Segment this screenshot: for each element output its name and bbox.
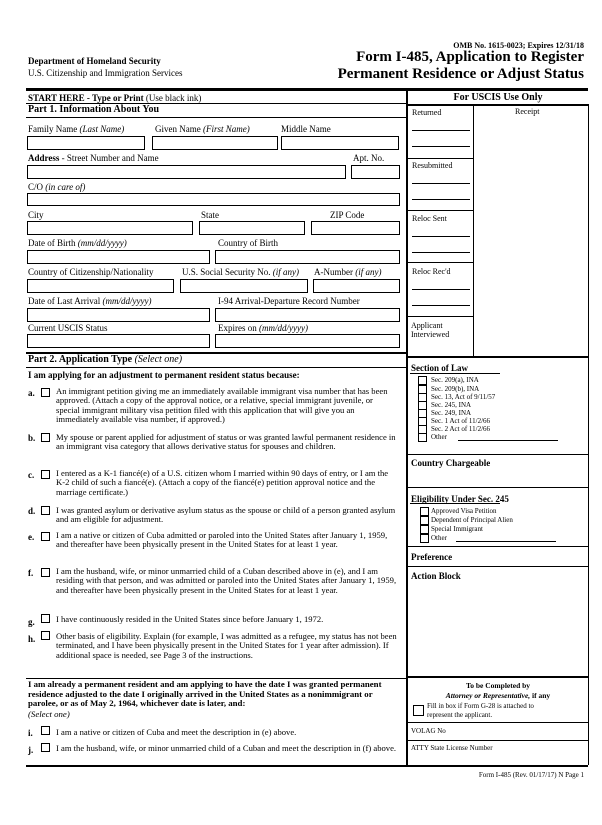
part2-heading-text: Part 2. Application Type	[28, 354, 133, 365]
law-item-label: Other	[431, 433, 447, 441]
agency-name: U.S. Citizenship and Immigration Services	[28, 68, 183, 78]
option-b-text: My spouse or parent applied for adjustment of status or was granted lawful permanent residence in an immigrant visa category that allows derivative status for spouses and children.	[56, 432, 396, 452]
zip-field[interactable]	[311, 221, 400, 235]
option-h-letter: h.	[28, 634, 36, 644]
g28-text-line2: represent the applicant.	[427, 711, 493, 719]
to-be-completed-line1: To be Completed by	[465, 681, 531, 690]
rule	[406, 104, 588, 106]
option-g-text: I have continuously resided in the United States since before January 1, 1972.	[56, 614, 324, 624]
option-j-text: I am the husband, wife, or minor unmarried child of a Cuban and meet the description in (f) above.	[56, 743, 397, 753]
form-footer-id: Form I-485 (Rev. 01/17/17) N Page 1	[478, 771, 584, 779]
header-rule	[26, 88, 588, 91]
eligibility-item-label: Other	[431, 534, 447, 542]
family-name-hint: (Last Name)	[79, 124, 125, 134]
option-g-letter: g.	[28, 617, 35, 627]
option-c-text: I entered as a K-1 fiancé(e) of a U.S. citizen whom I married within 90 days of entry, or I am the K-2 child of such a fiancé(e). (Attach a copy of the fiancé(e) petition approval notice and the marriage certificate.)	[56, 468, 389, 497]
rule	[412, 236, 470, 237]
law-item-label: Sec. 1 Act of 11/2/66	[431, 417, 491, 425]
reloc-sent-label: Reloc Sent	[412, 214, 447, 223]
rule	[412, 289, 470, 290]
form-title-line1: Form I-485, Application to Register	[356, 49, 584, 65]
apt-no-label: Apt. No.	[353, 153, 385, 163]
law-item-label: Sec. 249, INA	[431, 409, 472, 417]
given-name-hint: (First Name)	[202, 124, 250, 134]
country-birth-field[interactable]	[215, 250, 400, 264]
option-e-checkbox[interactable]	[41, 532, 50, 541]
expires-text: Expires on	[218, 323, 257, 333]
option-f-text: I am the husband, wife, or minor unmarried child of a Cuban described above in (e), and I am residing with that person, and was admitted or paroled into the United States after January 1, 1959, and thereafter have been physically present in the United States for at least 1 year.	[56, 566, 397, 595]
volag-label: VOLAG No	[411, 727, 446, 735]
rule	[26, 367, 406, 368]
right-border	[588, 104, 589, 765]
address-label	[28, 153, 159, 163]
part2-heading	[28, 355, 182, 365]
state-field[interactable]	[199, 221, 305, 235]
ssn-hint: (if any)	[272, 267, 299, 277]
rule	[406, 210, 473, 211]
rule	[406, 546, 588, 547]
eligibility-item-label: Dependent of Principal Alien	[431, 516, 513, 524]
already-resident-hint: (Select one)	[28, 709, 70, 719]
given-name-label	[155, 124, 250, 134]
rule	[406, 722, 588, 723]
section-of-law-heading: Section of Law	[411, 363, 468, 373]
option-b-checkbox[interactable]	[41, 433, 50, 442]
i94-label: I-94 Arrival-Departure Record Number	[218, 296, 360, 306]
option-c-letter: c.	[28, 470, 35, 480]
i94-field[interactable]	[215, 308, 400, 322]
rule	[412, 146, 470, 147]
expires-hint: (mm/dd/yyyy)	[259, 323, 308, 333]
rule	[406, 454, 588, 455]
dob-hint: (mm/dd/yyyy)	[77, 238, 127, 248]
address-rest: - Street Number and Name	[59, 153, 159, 163]
eligibility-checkbox[interactable]	[420, 516, 429, 525]
law-item-label: Sec. 245, INA	[431, 401, 472, 409]
law-item-label: Sec. 2 Act of 11/2/66	[431, 425, 491, 433]
applicant-interviewed-label: Applicant Interviewed	[411, 321, 450, 339]
option-g-checkbox[interactable]	[41, 614, 50, 623]
state-label: State	[201, 210, 219, 220]
rule	[412, 183, 470, 184]
bottom-rule	[26, 765, 588, 767]
family-name-field[interactable]	[27, 136, 145, 150]
street-field[interactable]	[27, 165, 346, 179]
option-a-text: An immigrant petition giving me an immediately available immigrant visa number that has been approved. (Attach a copy of the approval notice, or a relative, special immigrant juvenile, or special immigrant military visa petition filed with this application that will give you an immediately available visa number, if approved.)	[56, 386, 388, 425]
current-status-label: Current USCIS Status	[28, 323, 108, 333]
uscis-only-heading: For USCIS Use Only	[453, 92, 543, 103]
option-i-checkbox[interactable]	[41, 726, 50, 735]
rule	[406, 356, 588, 358]
option-b-letter: b.	[28, 433, 36, 443]
option-j-checkbox[interactable]	[41, 743, 50, 752]
atty-license-label: ATTY State License Number	[411, 744, 493, 752]
law-item-label: Sec. 13, Act of 9/11/57	[431, 393, 496, 401]
zip-label: ZIP Code	[330, 210, 365, 220]
law-checkbox[interactable]	[418, 376, 427, 385]
department-name: Department of Homeland Security	[28, 56, 161, 66]
option-h-text: Other basis of eligibility. Explain (for example, I was admitted as a refugee, my status has not been terminated, and I have been physically present in the United States for 1 year after admission). If additional space is needed, see Page 3 of the instructions.	[56, 631, 397, 660]
law-item-label: Sec. 209(b), INA	[431, 385, 480, 393]
ssn-text: U.S. Social Security No.	[182, 267, 271, 277]
rule	[406, 316, 473, 317]
anumber-field[interactable]	[313, 279, 400, 293]
given-name-field[interactable]	[152, 136, 278, 150]
option-i-letter: i.	[28, 728, 33, 738]
country-chargeable-label: Country Chargeable	[411, 458, 491, 468]
expires-field[interactable]	[215, 334, 400, 348]
rule	[410, 373, 500, 374]
eligibility-checkbox[interactable]	[420, 525, 429, 534]
action-block-label: Action Block	[411, 571, 461, 581]
receipt-divider	[473, 104, 474, 356]
g28-checkbox[interactable]	[413, 705, 424, 716]
other-line	[456, 541, 556, 542]
last-arrival-text: Date of Last Arrival	[28, 296, 101, 306]
eligibility-item-label: Approved Visa Petition	[431, 507, 497, 515]
middle-name-label: Middle Name	[281, 124, 331, 134]
family-name-label	[28, 124, 124, 134]
start-here-text: START HERE - Type or Print	[28, 93, 144, 103]
to-be-completed-line2	[408, 691, 588, 700]
city-field[interactable]	[27, 221, 193, 235]
rule	[406, 676, 588, 678]
co-hint: (in care of)	[45, 182, 86, 192]
option-c-checkbox[interactable]	[41, 470, 50, 479]
rule	[412, 199, 470, 200]
rule	[410, 503, 500, 504]
middle-name-field[interactable]	[281, 136, 399, 150]
other-line	[458, 440, 558, 441]
eligibility-checkbox[interactable]	[420, 534, 429, 543]
co-text: C/O	[28, 182, 44, 192]
rule	[26, 117, 406, 118]
eligibility-heading: Eligibility Under Sec. 245	[411, 494, 509, 504]
resubmitted-label: Resubmitted	[412, 161, 453, 170]
rule	[412, 305, 470, 306]
returned-label: Returned	[412, 108, 442, 117]
address-bold: Address	[28, 153, 60, 163]
anumber-text: A-Number	[314, 267, 353, 277]
city-label: City	[28, 210, 44, 220]
receipt-label: Receipt	[515, 107, 540, 116]
reloc-recd-label: Reloc Rec'd	[412, 267, 451, 276]
ssn-label	[182, 267, 299, 277]
last-arrival-field[interactable]	[27, 308, 210, 322]
omb-number: OMB No. 1615-0023; Expires 12/31/18	[453, 41, 584, 50]
given-name-text: Given Name	[155, 124, 201, 134]
part2-heading-hint: (Select one)	[134, 354, 183, 365]
option-i-text: I am a native or citizen of Cuba and meet the description in (e) above.	[56, 727, 297, 737]
dob-text: Date of Birth	[28, 238, 76, 248]
option-d-letter: d.	[28, 506, 36, 516]
start-here-ink: (Use black ink)	[145, 93, 202, 103]
preference-label: Preference	[411, 552, 453, 562]
eligibility-checkbox[interactable]	[420, 507, 429, 516]
attorney-rep-text: Attorney or Representative,	[445, 691, 531, 700]
family-name-text: Family Name	[28, 124, 78, 134]
column-divider	[406, 91, 408, 766]
rule	[412, 130, 470, 131]
apt-no-field[interactable]	[351, 165, 400, 179]
rule	[412, 252, 470, 253]
eligibility-item-label: Special Immigrant	[431, 525, 483, 533]
dob-field[interactable]	[27, 250, 210, 264]
anumber-hint: (if any)	[355, 267, 382, 277]
rule	[406, 566, 588, 567]
current-status-field[interactable]	[27, 334, 210, 348]
law-checkbox[interactable]	[418, 433, 427, 442]
co-field[interactable]	[27, 193, 400, 206]
g28-text-line1: Fill in box if Form G-28 is attached to	[427, 702, 534, 710]
rule	[406, 158, 473, 159]
option-h-checkbox[interactable]	[41, 631, 50, 640]
ssn-field[interactable]	[180, 279, 308, 293]
citizenship-label: Country of Citizenship/Nationality	[28, 267, 154, 277]
rule	[406, 740, 588, 741]
option-e-text: I am a native or citizen of Cuba admitted or paroled into the United States after January 1, 1959, and thereafter have been physically present in the United States for at least 1 year.	[56, 530, 388, 550]
citizenship-field[interactable]	[27, 279, 174, 293]
form-title-line2: Permanent Residence or Adjust Status	[337, 66, 584, 82]
part1-heading: Part 1. Information About You	[28, 104, 160, 115]
last-arrival-label	[28, 296, 151, 306]
option-d-checkbox[interactable]	[41, 506, 50, 515]
option-a-checkbox[interactable]	[41, 388, 50, 397]
option-a-letter: a.	[28, 388, 35, 398]
country-birth-label: Country of Birth	[218, 238, 278, 248]
applying-heading: I am applying for an adjustment to permanent resident status because:	[28, 370, 300, 380]
option-f-checkbox[interactable]	[41, 568, 50, 577]
rule	[406, 262, 473, 263]
last-arrival-hint: (mm/dd/yyyy)	[102, 296, 152, 306]
option-e-letter: e.	[28, 532, 35, 542]
dob-label	[28, 238, 127, 248]
option-d-text: I was granted asylum or derivative asylum status as the spouse or child of a person granted asylum and am eligible for adjustment.	[56, 505, 396, 525]
expires-label	[218, 323, 308, 333]
option-f-letter: f.	[28, 568, 34, 578]
if-any-text: if any	[532, 691, 551, 700]
option-j-letter: j.	[28, 745, 34, 755]
rule	[406, 487, 588, 488]
start-here-line	[28, 93, 201, 103]
co-label	[28, 182, 85, 192]
law-item-label: Sec. 209(a), INA	[431, 376, 479, 384]
anumber-label	[314, 267, 382, 277]
already-resident-heading: I am already a permanent resident and am applying to have the date I was granted permanent residence adjusted to the date I originally arrived in the United States as a nonimmigrant or parolee, or as of May 2, 1964, whichever date is later, and:	[28, 679, 382, 709]
